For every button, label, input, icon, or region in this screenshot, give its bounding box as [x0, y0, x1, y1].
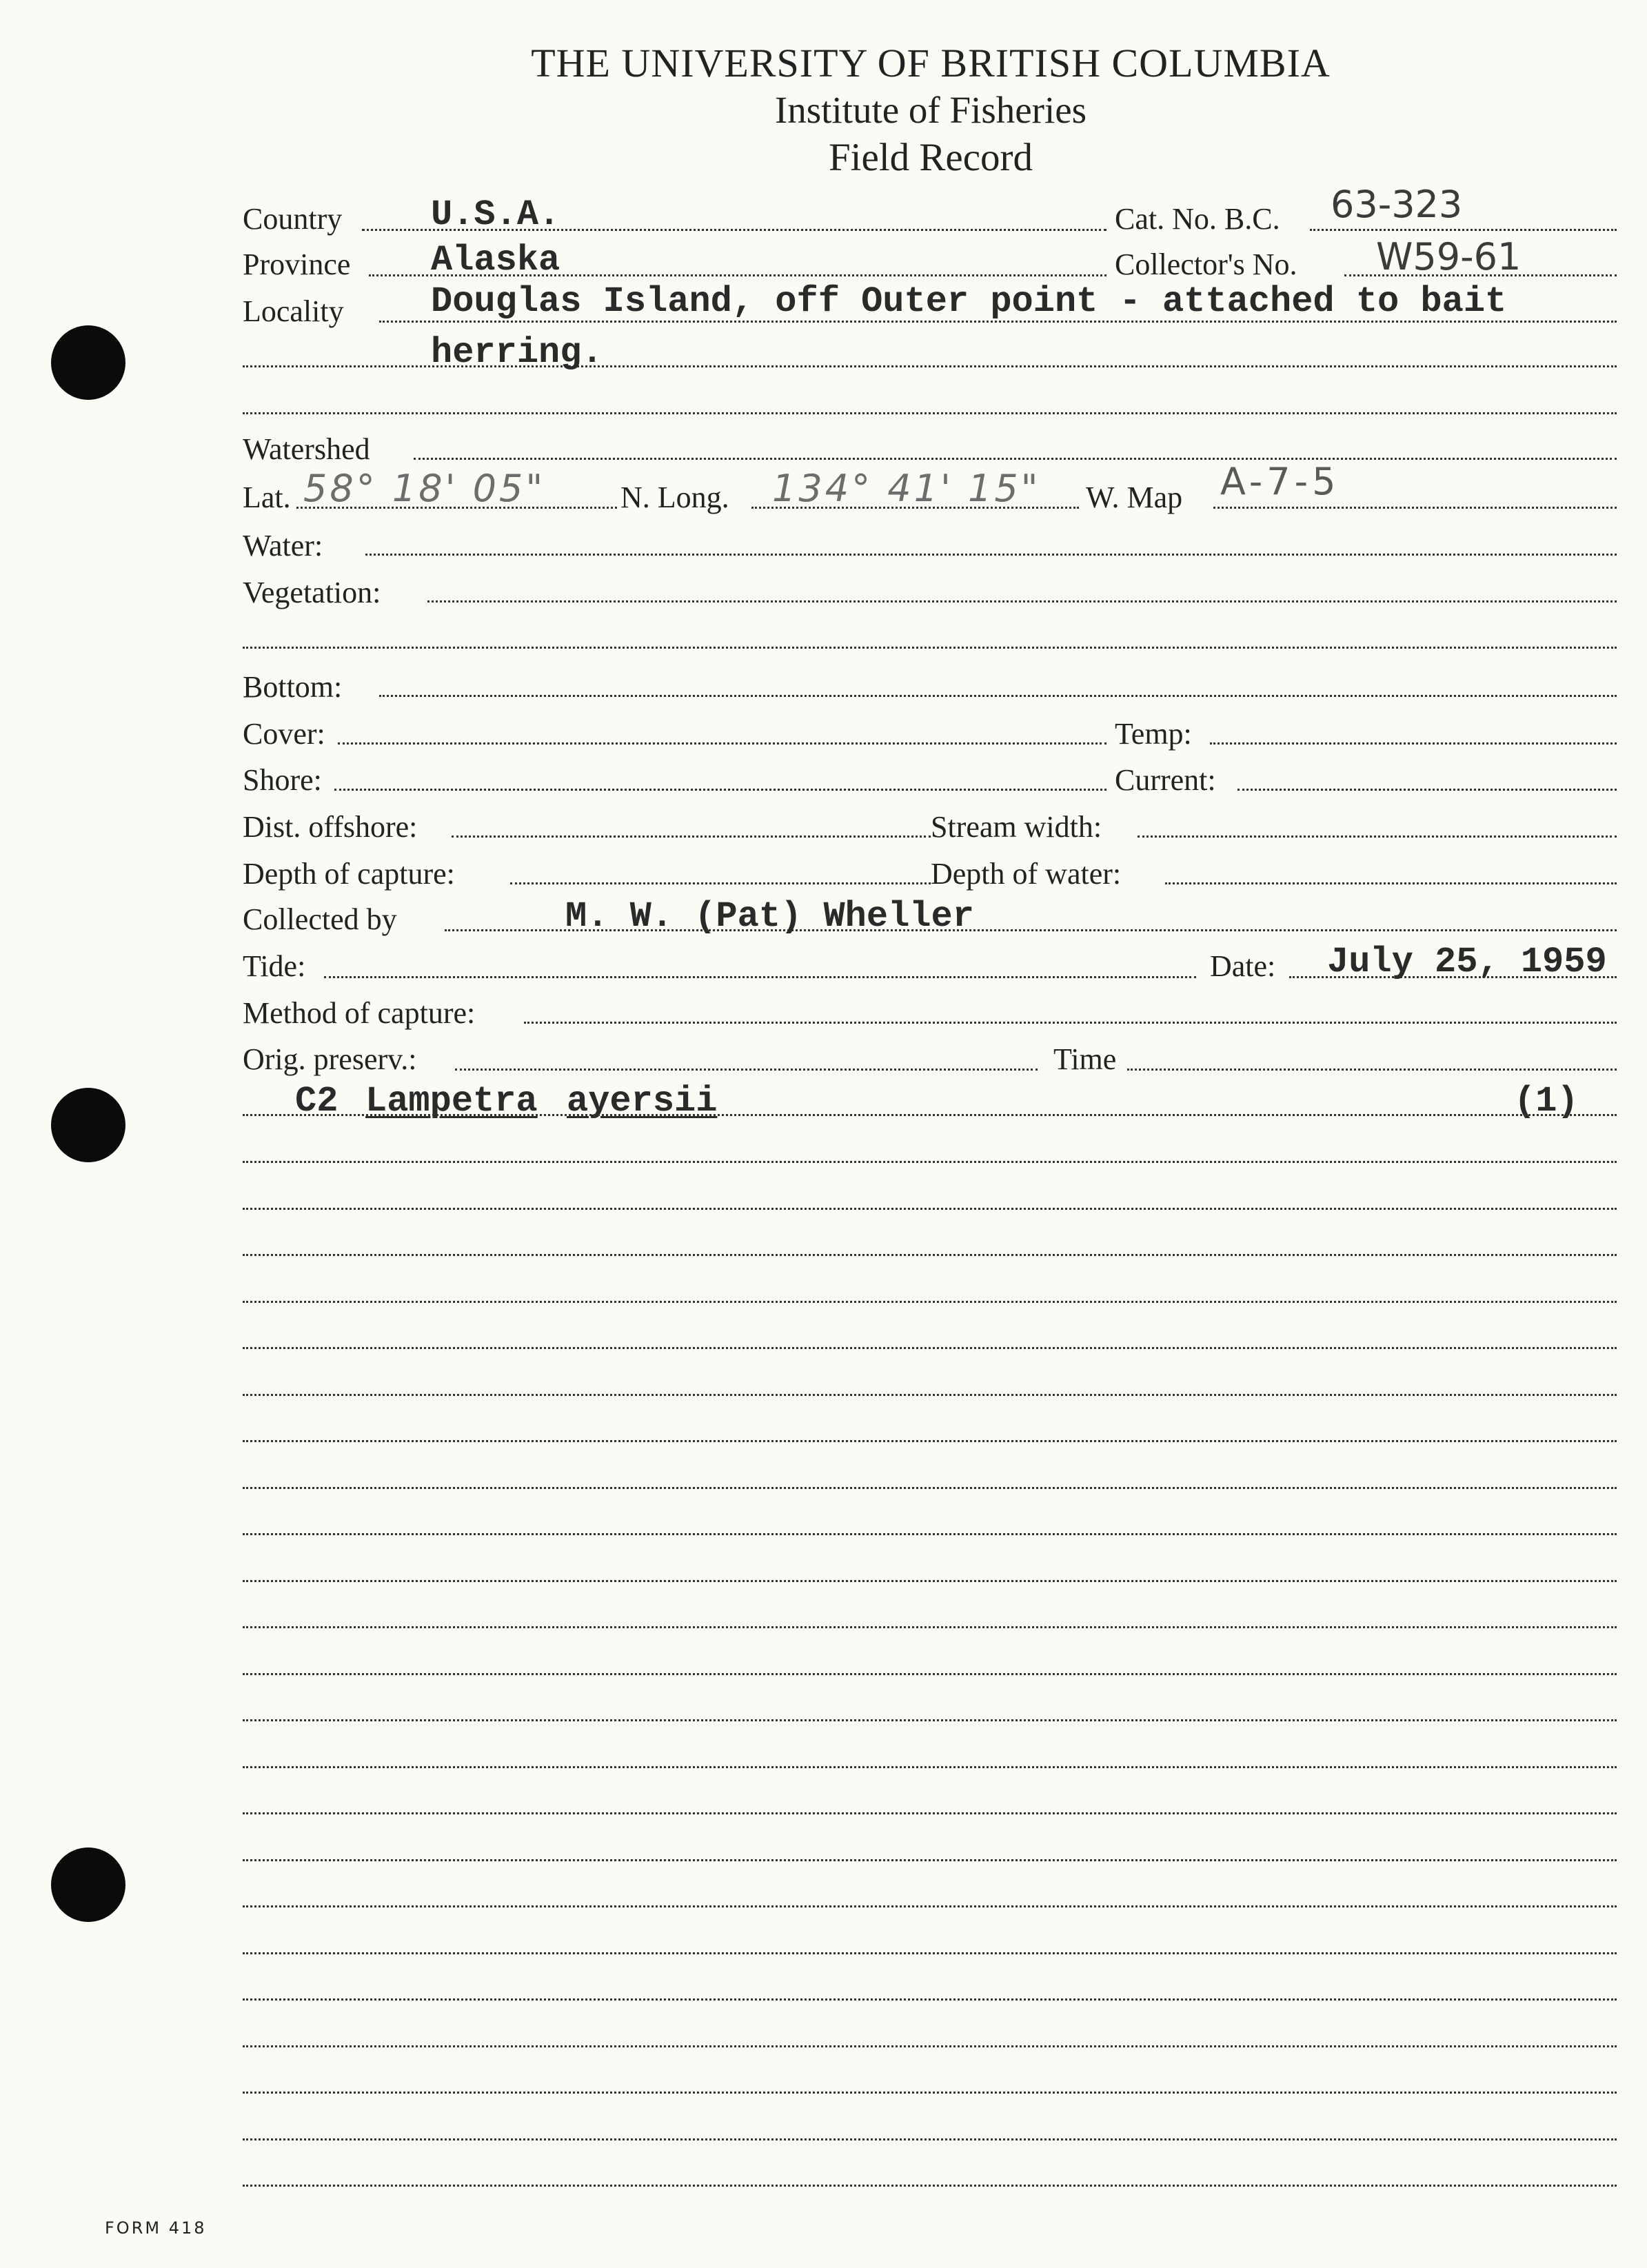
- current-line: [1237, 789, 1617, 791]
- depth-capture-line: [510, 882, 931, 884]
- ruled-line: [243, 1440, 1617, 1442]
- ruled-line: [243, 1208, 1617, 1210]
- ruled-line: [243, 1952, 1617, 1954]
- collectors-no-label: Collector's No.: [1115, 247, 1297, 281]
- province-label: Province: [243, 247, 351, 281]
- stream-width-label: Stream width:: [931, 810, 1102, 844]
- ruled-line: [243, 1301, 1617, 1303]
- ruled-line: [243, 2185, 1617, 2187]
- ruled-line: [243, 1580, 1617, 1582]
- dist-offshore-line: [452, 836, 931, 838]
- ruled-line: [243, 1859, 1617, 1861]
- depth-water-line: [1165, 882, 1617, 884]
- method-label: Method of capture:: [243, 996, 476, 1030]
- specimen-line: [243, 1114, 1617, 1116]
- ruled-line: [243, 1766, 1617, 1768]
- n-long-label: N. Long.: [620, 480, 729, 514]
- vegetation-label: Vegetation:: [243, 576, 381, 609]
- ruled-line: [243, 1812, 1617, 1814]
- vegetation-line-2: [243, 647, 1617, 649]
- locality-value-line2: herring.: [431, 332, 603, 373]
- orig-preserv-line: [455, 1069, 1038, 1071]
- university-title: THE UNIVERSITY OF BRITISH COLUMBIA: [531, 41, 1331, 85]
- tide-line: [324, 976, 1196, 978]
- form-title: Field Record: [828, 136, 1033, 179]
- form-number: FORM 418: [105, 2218, 207, 2238]
- locality-label: Locality: [243, 294, 344, 328]
- time-line: [1127, 1069, 1617, 1071]
- water-line: [365, 554, 1617, 556]
- cat-no-label: Cat. No. B.C.: [1115, 202, 1280, 236]
- ruled-line: [243, 1487, 1617, 1489]
- temp-line: [1210, 742, 1617, 745]
- watershed-label: Watershed: [243, 432, 370, 466]
- depth-capture-label: Depth of capture:: [243, 857, 455, 891]
- ruled-line: [243, 1394, 1617, 1396]
- lat-value: 58° 18' 05": [303, 467, 546, 510]
- shore-line: [334, 789, 1107, 791]
- cat-no-value: 63-323: [1331, 183, 1463, 226]
- locality-value-line1: Douglas Island, off Outer point - attached to bait: [431, 281, 1507, 322]
- ruled-line: [243, 1626, 1617, 1628]
- binder-hole-middle: [51, 1088, 125, 1162]
- specimen-species: ayersii: [567, 1081, 718, 1122]
- shore-label: Shore:: [243, 763, 322, 797]
- ruled-line: [243, 1347, 1617, 1349]
- w-map-label: W. Map: [1086, 480, 1183, 514]
- map-value: A-7-5: [1220, 460, 1340, 503]
- ruled-line: [243, 1998, 1617, 2001]
- temp-label: Temp:: [1115, 717, 1192, 751]
- ruled-line: [243, 1254, 1617, 1256]
- binder-hole-bottom: [51, 1847, 125, 1922]
- ruled-line: [243, 2092, 1617, 2094]
- ruled-line: [243, 1719, 1617, 1721]
- specimen-genus: Lampetra: [365, 1081, 538, 1122]
- province-value: Alaska: [431, 240, 560, 281]
- cover-label: Cover:: [243, 717, 325, 751]
- map-line: [1213, 507, 1617, 509]
- country-value: U.S.A.: [431, 194, 560, 235]
- stream-width-line: [1138, 836, 1617, 838]
- method-line: [524, 1022, 1617, 1024]
- ruled-line: [243, 1533, 1617, 1535]
- country-label: Country: [243, 202, 343, 236]
- dist-offshore-label: Dist. offshore:: [243, 810, 418, 844]
- collectors-no-value: W59-61: [1376, 235, 1522, 279]
- date-value: July 25, 1959: [1327, 942, 1607, 982]
- date-label: Date:: [1210, 949, 1276, 983]
- ruled-line: [243, 2138, 1617, 2140]
- institute-name: Institute of Fisheries: [774, 89, 1087, 131]
- bottom-line: [379, 695, 1617, 697]
- orig-preserv-label: Orig. preserv.:: [243, 1042, 417, 1076]
- ruled-line: [243, 1905, 1617, 1907]
- cover-line: [338, 742, 1107, 745]
- ruled-line: [243, 2045, 1617, 2047]
- watershed-line: [414, 458, 1617, 460]
- current-label: Current:: [1115, 763, 1216, 797]
- ruled-line: [243, 1673, 1617, 1675]
- bottom-label: Bottom:: [243, 670, 343, 704]
- ruled-line: [243, 1161, 1617, 1163]
- locality-line-3: [243, 412, 1617, 414]
- lat-label: Lat.: [243, 480, 291, 514]
- tide-label: Tide:: [243, 949, 306, 983]
- binder-hole-top: [51, 325, 125, 400]
- time-label: Time: [1053, 1042, 1117, 1076]
- specimen-count: (1): [1514, 1081, 1579, 1122]
- water-label: Water:: [243, 529, 323, 563]
- specimen-code: C2: [295, 1081, 339, 1122]
- depth-water-label: Depth of water:: [931, 857, 1122, 891]
- long-value: 134° 41' 15": [772, 467, 1041, 510]
- collected-by-value: M. W. (Pat) Wheller: [565, 896, 974, 937]
- vegetation-line-1: [427, 600, 1617, 603]
- cat-no-line: [1310, 229, 1617, 231]
- collected-by-label: Collected by: [243, 902, 397, 936]
